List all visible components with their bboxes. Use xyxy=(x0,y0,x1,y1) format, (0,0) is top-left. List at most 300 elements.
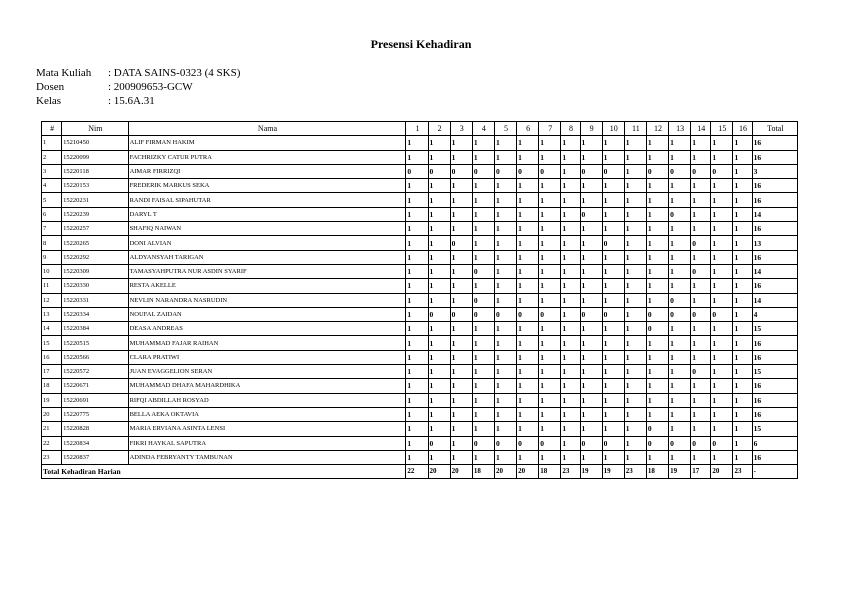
attendance-cell: 1 xyxy=(539,136,561,150)
attendance-cell: 1 xyxy=(733,179,752,193)
attendance-cell: 1 xyxy=(406,250,428,264)
total-cell: 14 xyxy=(752,293,797,307)
attendance-cell: 1 xyxy=(691,207,711,221)
total-cell: 16 xyxy=(752,179,797,193)
attendance-cell: 1 xyxy=(539,250,561,264)
attendance-cell: 0 xyxy=(669,207,691,221)
student-nim: 15220834 xyxy=(62,436,128,450)
attendance-cell: 1 xyxy=(494,336,516,350)
attendance-cell: 1 xyxy=(669,264,691,278)
attendance-cell: 1 xyxy=(517,136,539,150)
total-cell: 15 xyxy=(752,422,797,436)
column-header: 14 xyxy=(691,122,711,136)
attendance-cell: 0 xyxy=(580,307,602,321)
total-cell: 16 xyxy=(752,336,797,350)
attendance-cell: 1 xyxy=(691,179,711,193)
student-name: MARIA ERVIANA ASINTA LENSI xyxy=(128,422,406,436)
row-number: 7 xyxy=(42,222,62,236)
attendance-cell: 0 xyxy=(646,307,668,321)
attendance-cell: 1 xyxy=(711,379,733,393)
attendance-cell: 1 xyxy=(472,150,494,164)
row-number: 5 xyxy=(42,193,62,207)
student-nim: 15220153 xyxy=(62,179,128,193)
attendance-cell: 0 xyxy=(711,436,733,450)
total-cell: 3 xyxy=(752,164,797,178)
attendance-cell: 1 xyxy=(450,136,472,150)
attendance-cell: 1 xyxy=(580,365,602,379)
attendance-cell: 1 xyxy=(733,336,752,350)
attendance-cell: 1 xyxy=(602,264,624,278)
attendance-cell: 0 xyxy=(669,307,691,321)
daily-total-cell: 18 xyxy=(646,465,668,479)
row-number: 9 xyxy=(42,250,62,264)
attendance-cell: 1 xyxy=(646,293,668,307)
table-row xyxy=(42,322,798,336)
attendance-cell: 0 xyxy=(472,293,494,307)
attendance-cell: 1 xyxy=(406,136,428,150)
attendance-cell: 1 xyxy=(580,379,602,393)
attendance-cell: 1 xyxy=(406,322,428,336)
row-number: 4 xyxy=(42,179,62,193)
attendance-cell: 1 xyxy=(472,379,494,393)
attendance-cell: 1 xyxy=(406,150,428,164)
attendance-cell: 1 xyxy=(428,365,450,379)
total-cell: 6 xyxy=(752,436,797,450)
attendance-cell: 1 xyxy=(450,222,472,236)
row-number: 8 xyxy=(42,236,62,250)
attendance-cell: 1 xyxy=(472,250,494,264)
attendance-cell: 1 xyxy=(733,164,752,178)
attendance-cell: 1 xyxy=(428,407,450,421)
attendance-cell: 1 xyxy=(602,136,624,150)
attendance-cell: 1 xyxy=(472,222,494,236)
attendance-cell: 0 xyxy=(580,207,602,221)
student-name: RANDI FAISAL SIPAHUTAR xyxy=(128,193,406,207)
attendance-cell: 1 xyxy=(691,322,711,336)
attendance-cell: 1 xyxy=(711,350,733,364)
attendance-cell: 1 xyxy=(517,250,539,264)
attendance-cell: 1 xyxy=(669,322,691,336)
row-number: 19 xyxy=(42,393,62,407)
attendance-cell: 1 xyxy=(602,350,624,364)
attendance-cell: 1 xyxy=(711,222,733,236)
attendance-cell: 1 xyxy=(669,450,691,464)
student-nim: 15210450 xyxy=(62,136,128,150)
attendance-cell: 1 xyxy=(428,336,450,350)
attendance-cell: 1 xyxy=(472,393,494,407)
attendance-cell: 1 xyxy=(450,193,472,207)
attendance-cell: 1 xyxy=(646,336,668,350)
attendance-cell: 1 xyxy=(669,179,691,193)
attendance-cell: 1 xyxy=(494,193,516,207)
attendance-cell: 1 xyxy=(669,222,691,236)
attendance-cell: 1 xyxy=(691,379,711,393)
attendance-cell: 1 xyxy=(669,250,691,264)
attendance-cell: 1 xyxy=(624,365,646,379)
attendance-cell: 0 xyxy=(580,164,602,178)
daily-total-cell: 17 xyxy=(691,465,711,479)
attendance-cell: 1 xyxy=(733,150,752,164)
attendance-cell: 1 xyxy=(517,393,539,407)
attendance-cell: 1 xyxy=(691,250,711,264)
table-row xyxy=(42,407,798,421)
attendance-cell: 0 xyxy=(450,307,472,321)
total-cell: 14 xyxy=(752,264,797,278)
attendance-cell: 1 xyxy=(450,279,472,293)
student-nim: 15220775 xyxy=(62,407,128,421)
attendance-cell: 1 xyxy=(580,322,602,336)
attendance-cell: 1 xyxy=(406,379,428,393)
column-header: 13 xyxy=(669,122,691,136)
attendance-cell: 1 xyxy=(406,422,428,436)
attendance-cell: 1 xyxy=(646,264,668,278)
attendance-cell: 1 xyxy=(624,393,646,407)
attendance-cell: 1 xyxy=(602,179,624,193)
daily-total-cell: 18 xyxy=(472,465,494,479)
attendance-cell: 0 xyxy=(691,164,711,178)
table-row xyxy=(42,307,798,321)
attendance-cell: 1 xyxy=(494,365,516,379)
total-cell: 16 xyxy=(752,193,797,207)
column-header: 6 xyxy=(517,122,539,136)
attendance-cell: 1 xyxy=(539,150,561,164)
attendance-cell: 0 xyxy=(602,436,624,450)
attendance-cell: 1 xyxy=(646,450,668,464)
student-name: RESTA AKELLE xyxy=(128,279,406,293)
attendance-cell: 1 xyxy=(561,222,580,236)
attendance-cell: 1 xyxy=(711,179,733,193)
info-value: : DATA SAINS-0323 (4 SKS) xyxy=(108,67,241,79)
attendance-cell: 1 xyxy=(602,393,624,407)
table-row xyxy=(42,264,798,278)
attendance-cell: 1 xyxy=(561,322,580,336)
row-number: 22 xyxy=(42,436,62,450)
attendance-cell: 1 xyxy=(580,222,602,236)
attendance-cell: 1 xyxy=(517,179,539,193)
attendance-cell: 1 xyxy=(450,250,472,264)
column-header: 16 xyxy=(733,122,752,136)
table-body xyxy=(42,136,798,465)
attendance-cell: 1 xyxy=(646,150,668,164)
attendance-cell: 1 xyxy=(517,322,539,336)
attendance-cell: 1 xyxy=(428,393,450,407)
attendance-cell: 1 xyxy=(450,179,472,193)
attendance-cell: 1 xyxy=(450,407,472,421)
attendance-cell: 1 xyxy=(580,179,602,193)
attendance-cell: 0 xyxy=(472,307,494,321)
attendance-cell: 1 xyxy=(561,279,580,293)
attendance-cell: 1 xyxy=(472,450,494,464)
attendance-cell: 1 xyxy=(646,250,668,264)
attendance-cell: 1 xyxy=(539,322,561,336)
row-number: 10 xyxy=(42,264,62,278)
attendance-cell: 0 xyxy=(646,322,668,336)
attendance-cell: 1 xyxy=(517,279,539,293)
attendance-cell: 1 xyxy=(494,264,516,278)
attendance-cell: 1 xyxy=(494,293,516,307)
row-number: 3 xyxy=(42,164,62,178)
attendance-cell: 1 xyxy=(539,222,561,236)
attendance-cell: 1 xyxy=(646,179,668,193)
attendance-cell: 1 xyxy=(494,236,516,250)
table-row xyxy=(42,250,798,264)
attendance-cell: 1 xyxy=(406,222,428,236)
attendance-cell: 1 xyxy=(602,250,624,264)
attendance-cell: 0 xyxy=(691,264,711,278)
attendance-cell: 1 xyxy=(561,136,580,150)
attendance-cell: 1 xyxy=(624,136,646,150)
attendance-cell: 1 xyxy=(580,279,602,293)
attendance-cell: 1 xyxy=(517,450,539,464)
info-label: Dosen xyxy=(36,81,65,93)
footer-row xyxy=(42,465,798,479)
student-name: BELLA AEKA OKTAVIA xyxy=(128,407,406,421)
table-row xyxy=(42,193,798,207)
attendance-cell: 1 xyxy=(406,179,428,193)
attendance-cell: 1 xyxy=(733,193,752,207)
attendance-cell: 1 xyxy=(428,136,450,150)
attendance-cell: 1 xyxy=(602,150,624,164)
attendance-cell: 1 xyxy=(428,222,450,236)
student-nim: 15220566 xyxy=(62,350,128,364)
attendance-cell: 1 xyxy=(450,422,472,436)
attendance-cell: 1 xyxy=(624,379,646,393)
attendance-cell: 1 xyxy=(406,293,428,307)
attendance-cell: 1 xyxy=(561,236,580,250)
attendance-cell: 1 xyxy=(602,222,624,236)
attendance-cell: 1 xyxy=(539,379,561,393)
daily-total-cell: 19 xyxy=(602,465,624,479)
attendance-cell: 1 xyxy=(406,236,428,250)
info-row-lecturer xyxy=(36,80,240,94)
student-nim: 15220292 xyxy=(62,250,128,264)
attendance-cell: 1 xyxy=(494,136,516,150)
student-name: ADINDA FEBRYANTY TAMBUNAN xyxy=(128,450,406,464)
attendance-cell: 0 xyxy=(669,436,691,450)
attendance-cell: 0 xyxy=(669,164,691,178)
attendance-cell: 1 xyxy=(580,193,602,207)
attendance-cell: 1 xyxy=(624,350,646,364)
attendance-cell: 0 xyxy=(406,164,428,178)
attendance-cell: 1 xyxy=(406,193,428,207)
attendance-cell: 0 xyxy=(602,307,624,321)
attendance-cell: 0 xyxy=(711,164,733,178)
student-name: FIKRI HAYKAL SAPUTRA xyxy=(128,436,406,450)
attendance-cell: 0 xyxy=(472,264,494,278)
attendance-cell: 1 xyxy=(539,179,561,193)
attendance-cell: 1 xyxy=(517,365,539,379)
attendance-cell: 0 xyxy=(472,436,494,450)
student-nim: 15220309 xyxy=(62,264,128,278)
attendance-cell: 1 xyxy=(539,279,561,293)
attendance-cell: 1 xyxy=(691,422,711,436)
attendance-cell: 1 xyxy=(450,293,472,307)
attendance-cell: 1 xyxy=(669,150,691,164)
student-name: DONI ALVIAN xyxy=(128,236,406,250)
attendance-cell: 1 xyxy=(539,236,561,250)
attendance-cell: 1 xyxy=(539,336,561,350)
attendance-cell: 1 xyxy=(691,136,711,150)
daily-total-cell: 19 xyxy=(669,465,691,479)
attendance-cell: 1 xyxy=(733,136,752,150)
column-header: 4 xyxy=(472,122,494,136)
attendance-cell: 1 xyxy=(539,407,561,421)
attendance-cell: 1 xyxy=(428,179,450,193)
row-number: 15 xyxy=(42,336,62,350)
student-nim: 15220572 xyxy=(62,365,128,379)
attendance-cell: 1 xyxy=(472,236,494,250)
attendance-cell: 1 xyxy=(669,422,691,436)
attendance-cell: 1 xyxy=(733,207,752,221)
student-name: MUHAMMAD FAJAR RAIHAN xyxy=(128,336,406,350)
total-cell: 16 xyxy=(752,150,797,164)
attendance-cell: 1 xyxy=(428,193,450,207)
attendance-cell: 1 xyxy=(646,193,668,207)
daily-total-cell: 23 xyxy=(561,465,580,479)
total-cell: 16 xyxy=(752,450,797,464)
student-name: DEASA ANDREAS xyxy=(128,322,406,336)
daily-total-cell: 20 xyxy=(428,465,450,479)
attendance-cell: 1 xyxy=(517,193,539,207)
table-header xyxy=(42,122,798,136)
student-name: JUAN EVAGGELION SERAN xyxy=(128,365,406,379)
attendance-cell: 0 xyxy=(472,164,494,178)
total-cell: 14 xyxy=(752,207,797,221)
student-nim: 15220231 xyxy=(62,193,128,207)
attendance-cell: 1 xyxy=(539,264,561,278)
attendance-cell: 0 xyxy=(646,422,668,436)
attendance-cell: 1 xyxy=(561,293,580,307)
attendance-cell: 1 xyxy=(646,222,668,236)
attendance-cell: 1 xyxy=(669,379,691,393)
attendance-cell: 1 xyxy=(561,379,580,393)
attendance-cell: 1 xyxy=(539,207,561,221)
table-row xyxy=(42,350,798,364)
attendance-cell: 1 xyxy=(428,450,450,464)
attendance-cell: 1 xyxy=(494,279,516,293)
attendance-cell: 1 xyxy=(517,379,539,393)
attendance-cell: 1 xyxy=(711,322,733,336)
table-row xyxy=(42,279,798,293)
attendance-cell: 1 xyxy=(602,207,624,221)
attendance-cell: 1 xyxy=(580,450,602,464)
attendance-cell: 1 xyxy=(624,164,646,178)
info-row-class xyxy=(36,94,240,108)
row-number: 23 xyxy=(42,450,62,464)
attendance-cell: 0 xyxy=(580,436,602,450)
attendance-cell: 1 xyxy=(624,236,646,250)
column-header: Nim xyxy=(62,122,128,136)
column-header: 15 xyxy=(711,122,733,136)
attendance-cell: 1 xyxy=(669,193,691,207)
attendance-cell: 0 xyxy=(691,365,711,379)
column-header: 3 xyxy=(450,122,472,136)
column-header: 7 xyxy=(539,122,561,136)
attendance-cell: 1 xyxy=(561,193,580,207)
attendance-cell: 1 xyxy=(733,279,752,293)
total-cell: 16 xyxy=(752,136,797,150)
column-header: 8 xyxy=(561,122,580,136)
attendance-cell: 1 xyxy=(406,365,428,379)
attendance-cell: 1 xyxy=(517,407,539,421)
attendance-cell: 1 xyxy=(624,307,646,321)
attendance-cell: 1 xyxy=(733,307,752,321)
attendance-cell: 1 xyxy=(406,450,428,464)
attendance-cell: 1 xyxy=(450,336,472,350)
table-row xyxy=(42,293,798,307)
attendance-cell: 0 xyxy=(691,236,711,250)
attendance-cell: 0 xyxy=(494,164,516,178)
attendance-cell: 1 xyxy=(428,279,450,293)
daily-total-cell: 20 xyxy=(494,465,516,479)
row-number: 12 xyxy=(42,293,62,307)
attendance-cell: 1 xyxy=(733,422,752,436)
column-header: Nama xyxy=(128,122,406,136)
attendance-cell: 1 xyxy=(494,379,516,393)
column-header: 12 xyxy=(646,122,668,136)
attendance-cell: 1 xyxy=(494,222,516,236)
attendance-cell: 0 xyxy=(450,236,472,250)
attendance-cell: 1 xyxy=(428,207,450,221)
attendance-cell: 1 xyxy=(646,365,668,379)
attendance-cell: 1 xyxy=(472,422,494,436)
attendance-cell: 1 xyxy=(733,436,752,450)
student-name: NOUFAL ZAIDAN xyxy=(128,307,406,321)
daily-total-cell: 20 xyxy=(450,465,472,479)
daily-total-cell: 23 xyxy=(624,465,646,479)
attendance-cell: 1 xyxy=(406,350,428,364)
attendance-cell: 1 xyxy=(711,365,733,379)
attendance-cell: 1 xyxy=(561,264,580,278)
attendance-cell: 1 xyxy=(450,350,472,364)
attendance-cell: 0 xyxy=(428,436,450,450)
attendance-cell: 1 xyxy=(539,193,561,207)
info-label: Mata Kuliah xyxy=(36,67,92,79)
attendance-cell: 1 xyxy=(711,336,733,350)
attendance-cell: 1 xyxy=(733,264,752,278)
attendance-cell: 1 xyxy=(561,307,580,321)
attendance-cell: 1 xyxy=(472,179,494,193)
attendance-cell: 1 xyxy=(517,336,539,350)
attendance-cell: 1 xyxy=(691,336,711,350)
attendance-cell: 1 xyxy=(450,379,472,393)
attendance-cell: 1 xyxy=(580,407,602,421)
row-number: 21 xyxy=(42,422,62,436)
attendance-cell: 1 xyxy=(733,222,752,236)
attendance-cell: 1 xyxy=(561,365,580,379)
student-name: AIMAR FIRRIZQI xyxy=(128,164,406,178)
daily-total-cell: 22 xyxy=(406,465,428,479)
attendance-cell: 1 xyxy=(561,336,580,350)
column-header: # xyxy=(42,122,62,136)
attendance-cell: 1 xyxy=(711,264,733,278)
info-row-course xyxy=(36,66,240,80)
attendance-cell: 1 xyxy=(646,407,668,421)
student-nim: 15220671 xyxy=(62,379,128,393)
attendance-cell: 1 xyxy=(646,236,668,250)
attendance-cell: 1 xyxy=(624,222,646,236)
student-name: DARYL T xyxy=(128,207,406,221)
attendance-cell: 1 xyxy=(406,279,428,293)
attendance-cell: 1 xyxy=(580,236,602,250)
attendance-cell: 1 xyxy=(517,350,539,364)
attendance-cell: 1 xyxy=(472,350,494,364)
student-name: NEVLIN NARANDRA NASRUDIN xyxy=(128,293,406,307)
attendance-cell: 1 xyxy=(450,150,472,164)
attendance-cell: 1 xyxy=(428,350,450,364)
total-cell: 16 xyxy=(752,350,797,364)
attendance-cell: 1 xyxy=(733,407,752,421)
